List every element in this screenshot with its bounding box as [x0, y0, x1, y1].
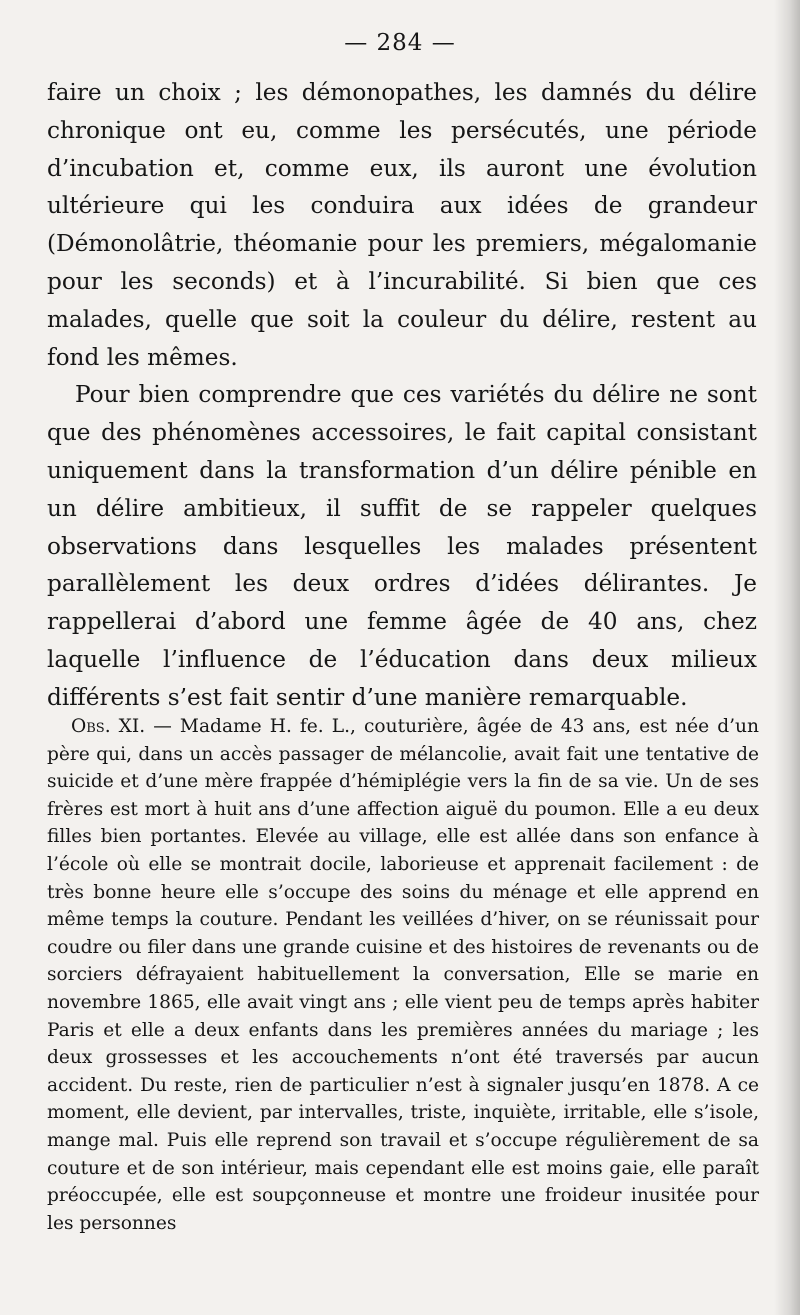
- observation-text: — Madame H. fe. L., couturière, âgée de 43 ans, est née d’un père qui, dans un accès passager de mélancolie, avait fait une tentative de suicide et d’une mère frappée d’hémiplégie vers la fin de sa vie. Un de ses frères est mort à huit ans d’une affection aiguë du poumon. Elle a eu deux filles bien portantes. Elevée au village, elle est allée dans son enfance à l’école où elle se montrait docile, laborieuse et apprenait facilement : de très bonne heure elle s’occupe des soins du ménage et elle apprend en même temps la couture. Pendant les veillées d’hiver, on se réunissait pour coudre ou filer dans une grande cuisine et des histoires de revenants ou de sorciers défrayaient habituellement la conversation, Elle se marie en novembre 1865, elle avait vingt ans ; elle vient peu de temps après habiter Paris et elle a deux enfants dans les premières années du mariage ; les deux grossesses et les accouchements n’ont été traversés par aucun accident. Du reste, rien de particulier n’est à signaler jusqu’en 1878. A ce moment, elle devient, par intervalles, triste, inquiète, irritable, elle s’isole, mange mal. Puis elle reprend son travail et s’occupe régulièrement de sa couture et de son intérieur, mais cependant elle est moins gaie, elle paraît préoccupée, elle est soupçonneuse et montre une froideur inusitée pour les personnes: [47, 716, 759, 1234]
- page-edge-shadow: [774, 0, 800, 1315]
- observation-label: Obs. XI.: [71, 716, 146, 737]
- page-number: — 284 —: [344, 30, 456, 56]
- observation-block: [47, 713, 759, 1237]
- main-text: [47, 74, 757, 717]
- paragraph: Pour bien comprendre que ces variétés du délire ne sont que des phénomènes accessoires, le fait capital consistant uniquement dans la transformation d’un délire pénible en un délire ambitieux, il suffit de se rappeler quelques observations dans lesquelles les malades présentent parallèlement les deux ordres d’idées délirantes. Je rappellerai d’abord une femme âgée de 40 ans, chez laquelle l’influence de l’éducation dans deux milieux différents s’est fait sentir d’une manière remarquable.: [47, 381, 757, 711]
- observation-paragraph: [47, 713, 759, 1237]
- paragraph-continuation: faire un choix ; les démonopathes, les damnés du délire chronique ont eu, comme les persécutés, une période d’incubation et, comme eux, ils auront une évolution ultérieure qui les conduira aux idées de grandeur (Démonolâtrie, théomanie pour les premiers, mégalomanie pour les seconds) et à l’incurabilité. Si bien que ces malades, quelle que soit la couleur du délire, restent au fond les mêmes.: [47, 79, 757, 371]
